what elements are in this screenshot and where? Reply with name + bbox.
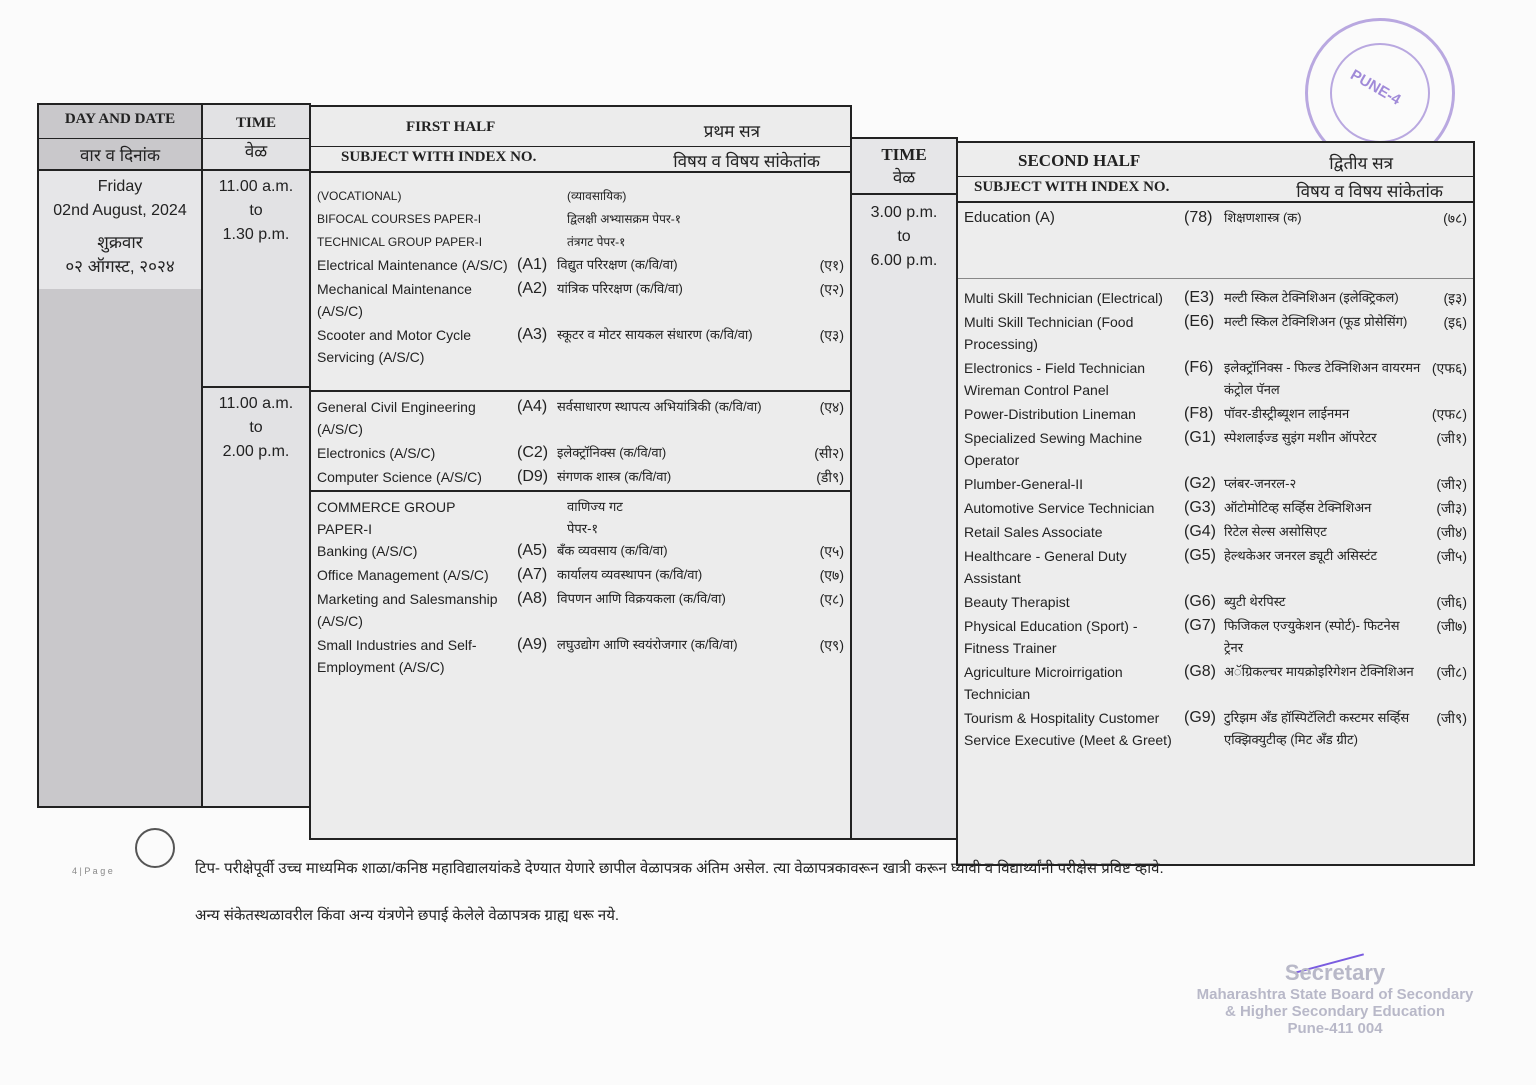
subject-name: Physical Education (Sport) - Fitness Trainer <box>964 618 1138 656</box>
time-3-end: 6.00 p.m. <box>870 252 938 269</box>
commerce-group-label-mr: वाणिज्य गट <box>567 499 623 514</box>
subject-name: Automotive Service Technician <box>964 500 1155 516</box>
board-logo <box>135 828 175 868</box>
subject-row <box>964 545 1467 589</box>
subject-code: (A4) <box>517 398 548 415</box>
subject-name-mr: बँक व्यवसाय (क/वि/वा) <box>557 543 668 558</box>
subject-name: Beauty Therapist <box>964 594 1070 610</box>
subject-name-mr: यांत्रिक परिरक्षण (क/वि/वा) <box>557 281 683 296</box>
subject-name: Electrical Maintenance (A/S/C) <box>317 257 508 273</box>
signature-line-1: Maharashtra State Board of Secondary <box>1196 986 1474 1003</box>
time2-header-en: TIME <box>881 145 927 164</box>
subject-name: General Civil Engineering (A/S/C) <box>317 399 476 437</box>
commerce-group-label: COMMERCE GROUP <box>317 499 456 515</box>
subject-name: Multi Skill Technician (Food Processing) <box>964 314 1134 352</box>
subject-name-mr: ब्युटी थेरपिस्ट <box>1224 594 1286 609</box>
subject-code: (G7) <box>1184 617 1216 634</box>
subject-code-mr: (सी२) <box>814 445 844 461</box>
subject-code: (A7) <box>517 566 548 583</box>
subject-row <box>317 396 844 440</box>
subject-code: (G1) <box>1184 429 1216 446</box>
subject-name-mr: रिटेल सेल्स असोसिएट <box>1224 524 1327 539</box>
subject-name: Office Management (A/S/C) <box>317 567 489 583</box>
subject-code: (A8) <box>517 590 548 607</box>
subject-name-mr: शिक्षणशास्त्र (क) <box>1224 210 1302 225</box>
bifocal-label: BIFOCAL COURSES PAPER-I <box>317 212 482 226</box>
first-half-title: FIRST HALF <box>406 119 496 135</box>
second-half <box>956 141 1475 866</box>
subject-row <box>964 521 1467 543</box>
subject-name-mr: स्कूटर व मोटर सायकल संधारण (क/वि/वा) <box>557 327 753 342</box>
subject-code: (A9) <box>517 636 548 653</box>
subject-code-mr: (जी५) <box>1436 548 1467 564</box>
subject-name: Computer Science (A/S/C) <box>317 469 482 485</box>
subject-code: (G9) <box>1184 709 1216 726</box>
subject-name: Retail Sales Associate <box>964 524 1103 540</box>
vocational-label: (VOCATIONAL) <box>317 189 402 203</box>
subject-name-mr: कार्यालय व्यवस्थापन (क/वि/वा) <box>557 567 703 582</box>
signature-line-3: Pune-411 004 <box>1287 1020 1383 1037</box>
subject-name-mr: मल्टी स्किल टेक्निशिअन (फूड प्रोसेसिंग) <box>1224 314 1408 329</box>
subject-code-mr: (जी९) <box>1436 710 1467 726</box>
time2-header-mr: वेळ <box>852 165 956 195</box>
subject-name: Power-Distribution Lineman <box>964 406 1136 422</box>
footer-note-2: अन्य संकेतस्थळावरील किंवा अन्य यंत्रणेने छपाई केलेले वेळापत्रक ग्राह्य धरू नये. <box>195 907 620 924</box>
subject-row <box>964 707 1467 751</box>
time-column-1 <box>201 103 311 808</box>
subject-code: (A5) <box>517 542 548 559</box>
subject-code-mr: (ए१) <box>819 257 844 273</box>
subject-row <box>964 497 1467 519</box>
subject-code-mr: (७८) <box>1443 210 1467 226</box>
subject-code-mr: (ए३) <box>819 327 844 343</box>
subject-code: (F6) <box>1184 359 1214 376</box>
bifocal-label-mr: द्विलक्षी अभ्यासक्रम पेपर-१ <box>567 212 682 226</box>
subject-name: Scooter and Motor Cycle Servicing (A/S/C) <box>317 327 472 365</box>
subject-row <box>964 473 1467 495</box>
subject-row <box>317 634 844 678</box>
subject-code: (F8) <box>1184 405 1214 422</box>
subject-code-mr: (ए४) <box>819 399 844 415</box>
commerce-paper-label-mr: पेपर-१ <box>567 521 599 536</box>
day-date-mr: ०२ ऑगस्ट, २०२४ <box>65 257 175 276</box>
subject-code: (G2) <box>1184 475 1216 492</box>
technical-group-label-mr: तंत्रगट पेपर-१ <box>567 235 626 249</box>
day-date: 02nd August, 2024 <box>53 202 187 219</box>
subject-code-mr: (ए५) <box>819 543 844 559</box>
time-1-start: 11.00 a.m. <box>218 178 294 195</box>
subject-row-education <box>964 207 1467 229</box>
subject-row <box>964 591 1467 613</box>
subject-name: Banking (A/S/C) <box>317 543 418 559</box>
subject-name: Electronics (A/S/C) <box>317 445 436 461</box>
subject-code-mr: (ए२) <box>819 281 844 297</box>
subject-code-mr: (जी७) <box>1436 618 1467 634</box>
subject-name-mr: सर्वसाधारण स्थापत्य अभियांत्रिकी (क/वि/वा) <box>557 399 762 414</box>
time-2-start: 11.00 a.m. <box>218 395 294 412</box>
subject-name-mr: इलेक्ट्रॉनिक्स (क/वि/वा) <box>557 445 667 460</box>
subject-name: Specialized Sewing Machine Operator <box>964 430 1143 468</box>
subject-row <box>964 357 1467 401</box>
subject-code: (A3) <box>517 326 548 343</box>
subject2-header-en: SUBJECT WITH INDEX NO. <box>974 179 1170 195</box>
subject-row <box>317 324 844 368</box>
subject-name: Mechanical Maintenance (A/S/C) <box>317 281 472 319</box>
subject-code-mr: (जी३) <box>1436 500 1467 516</box>
subject-row <box>964 311 1467 355</box>
subject-header-mr: विषय व विषय सांकेतांक <box>673 152 820 171</box>
footer-note-1: टिप- परीक्षेपूर्वी उच्च माध्यमिक शाळा/कनिष्ठ महाविद्यालयांकडे देण्यात येणारे छापील वेळापत्रक अंतिम असेल. त्या वेळापत्रकावरून खात्री करून घ्यावी व विद्यार्थ्यांनी परीक्षेस प्रविष्ट व्हावे. <box>195 860 1164 877</box>
subject-name: Education (A) <box>964 209 1055 226</box>
subject-name: Small Industries and Self-Employment (A/S/C) <box>317 637 477 675</box>
second-half-title-mr: द्वितीय सत्र <box>1329 154 1393 173</box>
subject-name-mr: संगणक शास्त्र (क/वि/वा) <box>557 469 672 484</box>
subject-code: (C2) <box>517 444 549 461</box>
subject-name-mr: लघुउद्योग आणि स्वयंरोजगार (क/वि/वा) <box>557 637 738 652</box>
board-stamp: PUNE-4 <box>1305 18 1455 168</box>
subject-row <box>317 278 844 322</box>
subject-code-mr: (ए७) <box>819 567 844 583</box>
subject-code-mr: (जी१) <box>1436 430 1467 446</box>
subject-name-mr: फिजिकल एज्युकेशन (स्पोर्ट)- फिटनेस ट्रेनर <box>1224 618 1400 655</box>
subject-code-mr: (ए८) <box>819 591 844 607</box>
subject-code: (G4) <box>1184 523 1216 540</box>
subject-name-mr: टुरिझम अँड हॉस्पिटॅलिटी कस्टमर सर्व्हिस एक्झिक्युटीव्ह (मिट अँड ग्रीट) <box>1224 710 1410 747</box>
time-3-to: to <box>897 228 911 245</box>
subject-code: (E6) <box>1184 313 1215 330</box>
subject-code: (G6) <box>1184 593 1216 610</box>
subject-name-mr: विपणन आणि विक्रयकला (क/वि/वा) <box>557 591 726 606</box>
time-header-mr: वेळ <box>203 139 309 171</box>
subject-name: Electronics - Field Technician Wireman Control Panel <box>964 360 1146 398</box>
subject-name: Tourism & Hospitality Customer Service Executive (Meet & Greet) <box>964 710 1172 748</box>
technical-group-label: TECHNICAL GROUP PAPER-I <box>317 235 483 249</box>
subject-code-mr: (जी८) <box>1436 664 1467 680</box>
subject-row <box>964 615 1467 659</box>
day-column <box>37 103 203 808</box>
subject-name: Plumber-General-II <box>964 476 1084 492</box>
subject-code-mr: (इ६) <box>1443 314 1467 330</box>
day-header-mr: वार व दिनांक <box>39 139 201 171</box>
subject-code-mr: (एफ८) <box>1431 406 1467 422</box>
subject-name-mr: प्लंबर-जनरल-२ <box>1224 476 1297 491</box>
subject-code: (D9) <box>517 468 549 485</box>
subject-code: (78) <box>1184 209 1213 226</box>
subject-name: Marketing and Salesmanship (A/S/C) <box>317 591 498 629</box>
time-1-to: to <box>249 202 263 219</box>
subject-name: Healthcare - General Duty Assistant <box>964 548 1127 586</box>
subject-code: (G8) <box>1184 663 1216 680</box>
subject-code-mr: (जी२) <box>1436 476 1467 492</box>
time-2-end: 2.00 p.m. <box>222 443 290 460</box>
day-name-mr: शुक्रवार <box>97 233 143 252</box>
subject-name-mr: इलेक्ट्रॉनिक्स - फिल्ड टेक्निशिअन वायरमन कंट्रोल पॅनल <box>1224 360 1421 397</box>
subject-name-mr: अॅग्रिकल्चर मायक्रोइरिगेशन टेक्निशिअन <box>1224 664 1414 679</box>
subject-code-mr: (जी४) <box>1436 524 1467 540</box>
subject-code-mr: (इ३) <box>1443 290 1467 306</box>
subject-name-mr: ऑटोमोटिव्ह सर्व्हिस टेक्निशिअन <box>1224 500 1372 515</box>
subject-name-mr: विद्युत परिरक्षण (क/वि/वा) <box>557 257 678 272</box>
subject-code-mr: (ए९) <box>819 637 844 653</box>
subject-row <box>964 403 1467 425</box>
subject-header-en: SUBJECT WITH INDEX NO. <box>341 149 537 165</box>
subject-code: (A2) <box>517 280 548 297</box>
subject-code-mr: (डी९) <box>816 469 844 485</box>
subject-code: (G5) <box>1184 547 1216 564</box>
time-column-2 <box>850 137 958 840</box>
subject-name-mr: पॉवर-डीस्ट्रीब्यूशन लाईनमन <box>1224 406 1350 421</box>
subject-row <box>317 442 844 464</box>
subject-name: Agriculture Microirrigation Technician <box>964 664 1123 702</box>
subject-code: (E3) <box>1184 289 1215 306</box>
commerce-paper-label: PAPER-I <box>317 521 372 537</box>
day-name: Friday <box>97 178 143 195</box>
subject-name-mr: स्पेशलाईज्ड सुइंग मशीन ऑपरेटर <box>1224 430 1377 445</box>
signature-title: Secretary <box>1284 960 1386 985</box>
subject-row <box>317 540 844 562</box>
subject-code: (G3) <box>1184 499 1216 516</box>
subject-name: Multi Skill Technician (Electrical) <box>964 290 1163 306</box>
subject-row <box>964 661 1467 705</box>
vocational-label-mr: (व्यावसायिक) <box>567 189 627 203</box>
page-number: 4 | P a g e <box>72 866 113 876</box>
subject-code-mr: (एफ६) <box>1431 360 1467 376</box>
second-half-title: SECOND HALF <box>1018 151 1141 170</box>
first-half <box>309 105 852 840</box>
subject-row <box>317 588 844 632</box>
time-header-en: TIME <box>203 105 309 139</box>
signature-line-2: & Higher Secondary Education <box>1224 1003 1446 1020</box>
subject2-header-mr: विषय व विषय सांकेतांक <box>1296 182 1443 201</box>
time-1-end: 1.30 p.m. <box>222 226 290 243</box>
subject-name-mr: हेल्थकेअर जनरल ड्यूटी असिस्टंट <box>1224 548 1378 563</box>
time-2-to: to <box>249 419 263 436</box>
subject-row <box>317 254 844 276</box>
time-3-start: 3.00 p.m. <box>870 204 938 221</box>
subject-code-mr: (जी६) <box>1436 594 1467 610</box>
subject-row <box>964 427 1467 471</box>
subject-row <box>317 564 844 586</box>
day-header-en: DAY AND DATE <box>39 105 201 139</box>
subject-row <box>964 287 1467 309</box>
subject-code: (A1) <box>517 256 548 273</box>
subject-row <box>317 466 844 488</box>
first-half-title-mr: प्रथम सत्र <box>703 122 760 141</box>
subject-name-mr: मल्टी स्किल टेक्निशिअन (इलेक्ट्रिकल) <box>1224 290 1399 305</box>
